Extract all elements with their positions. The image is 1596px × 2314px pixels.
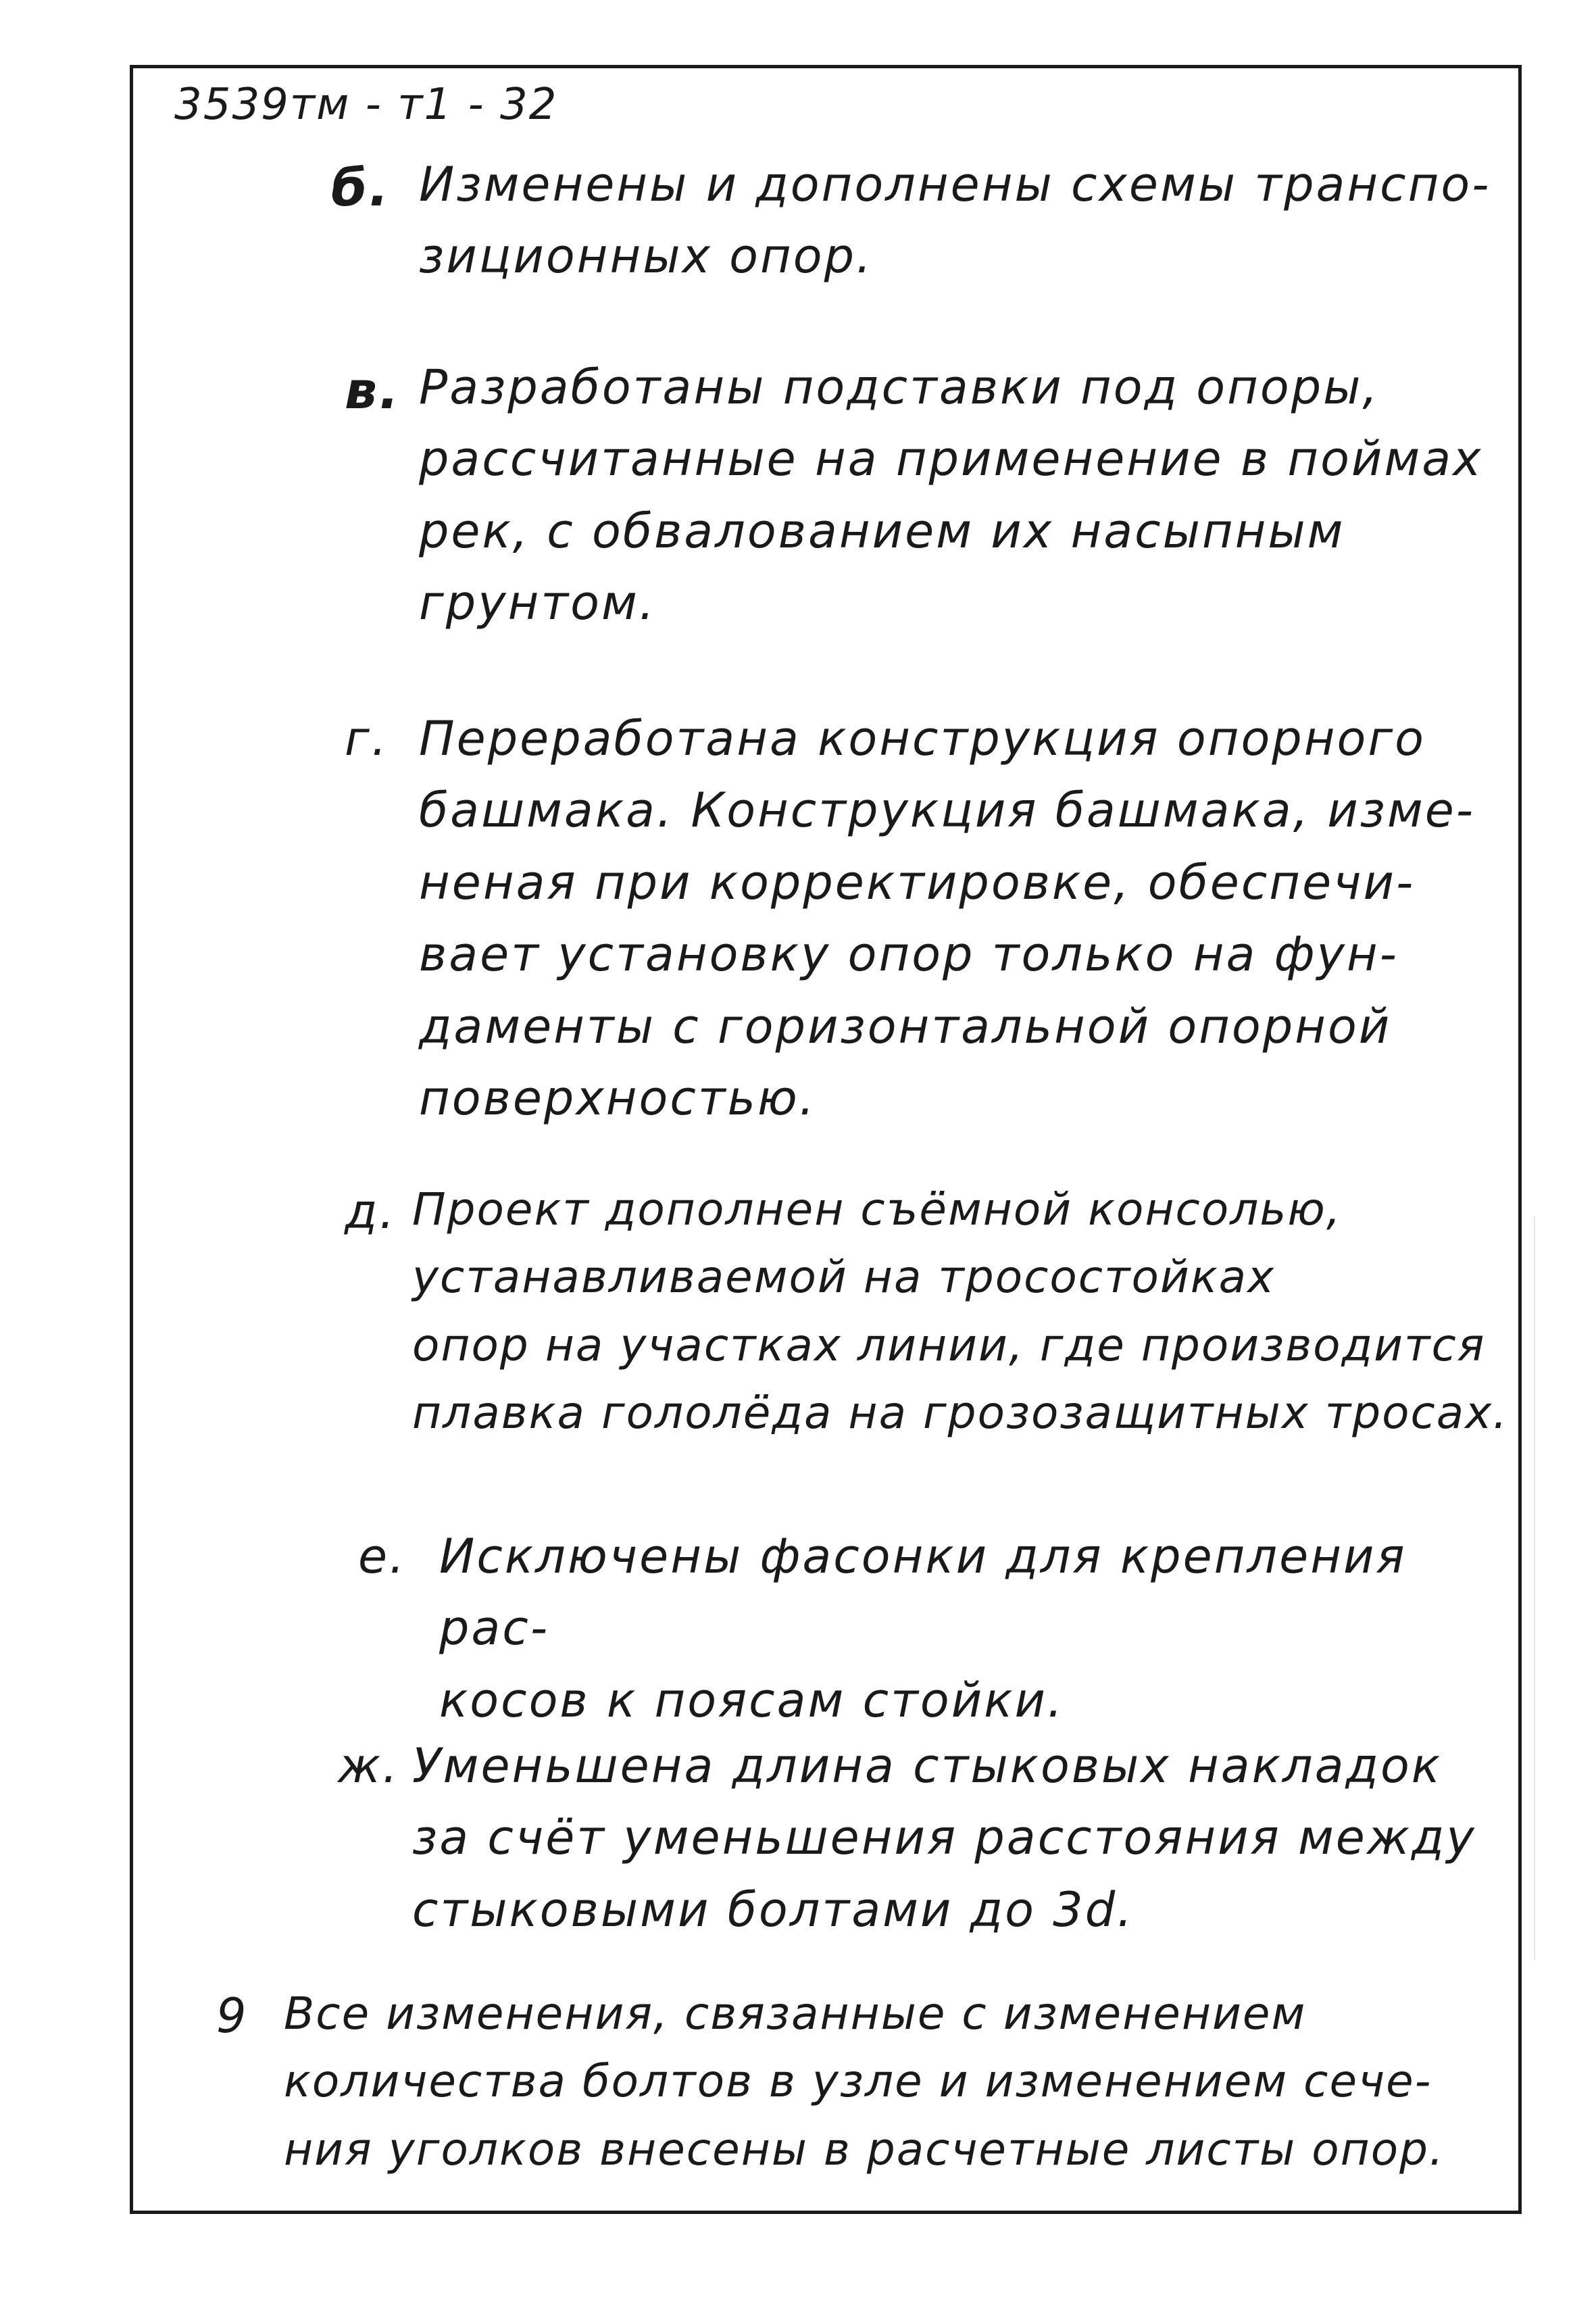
item-9 [216,1980,1500,2184]
item-text: Уменьшена длина стыковых накладок за счёт уменьшения расстояния между стыковыми болтами до 3d. [412,1738,1476,1938]
item-d [345,1176,1534,1447]
item-g [345,703,1500,1134]
item-marker: е. [358,1529,407,1584]
item-text: Изменены и дополнены схемы транспо- зиционных опор. [419,157,1491,285]
item-marker: 9 [216,1988,249,2044]
item-text: Переработана конструкция опорного башмака. Конструкция башмака, изме- неная при корректировке, обеспечи- вает установку опор только на фун- даменты с горизонтальной опорной поверхностью. [419,711,1476,1126]
item-text: Проект дополнен съёмной консолью, устанавливаемой на тросостойках опор на участках линии, где производится плавка гололёда на грозозащитных тросах. [412,1183,1509,1439]
item-b [331,149,1500,293]
item-text: Все изменения, связанные с изменением количества болтов в узле и изменением сече- ния уголков внесены в расчетные листы опор. [284,1988,1445,2175]
item-zh [338,1730,1493,1946]
scan-edge-line [1534,1216,1535,1960]
item-text: Разработаны подставки под опоры, рассчитанные на применение в поймах рек, с обвалованием их насыпным грунтом. [419,360,1483,631]
document-code: 3539тм - т1 - 32 [174,80,558,130]
item-marker: д. [345,1184,397,1239]
item-marker: в. [345,360,401,420]
item-text: Исключены фасонки для крепления рас- косов к поясам стойки. [439,1529,1407,1728]
item-marker: б. [331,157,391,218]
item-v [345,351,1500,639]
item-marker: ж. [338,1738,400,1794]
item-marker: г. [345,711,389,766]
item-e [358,1521,1500,1736]
